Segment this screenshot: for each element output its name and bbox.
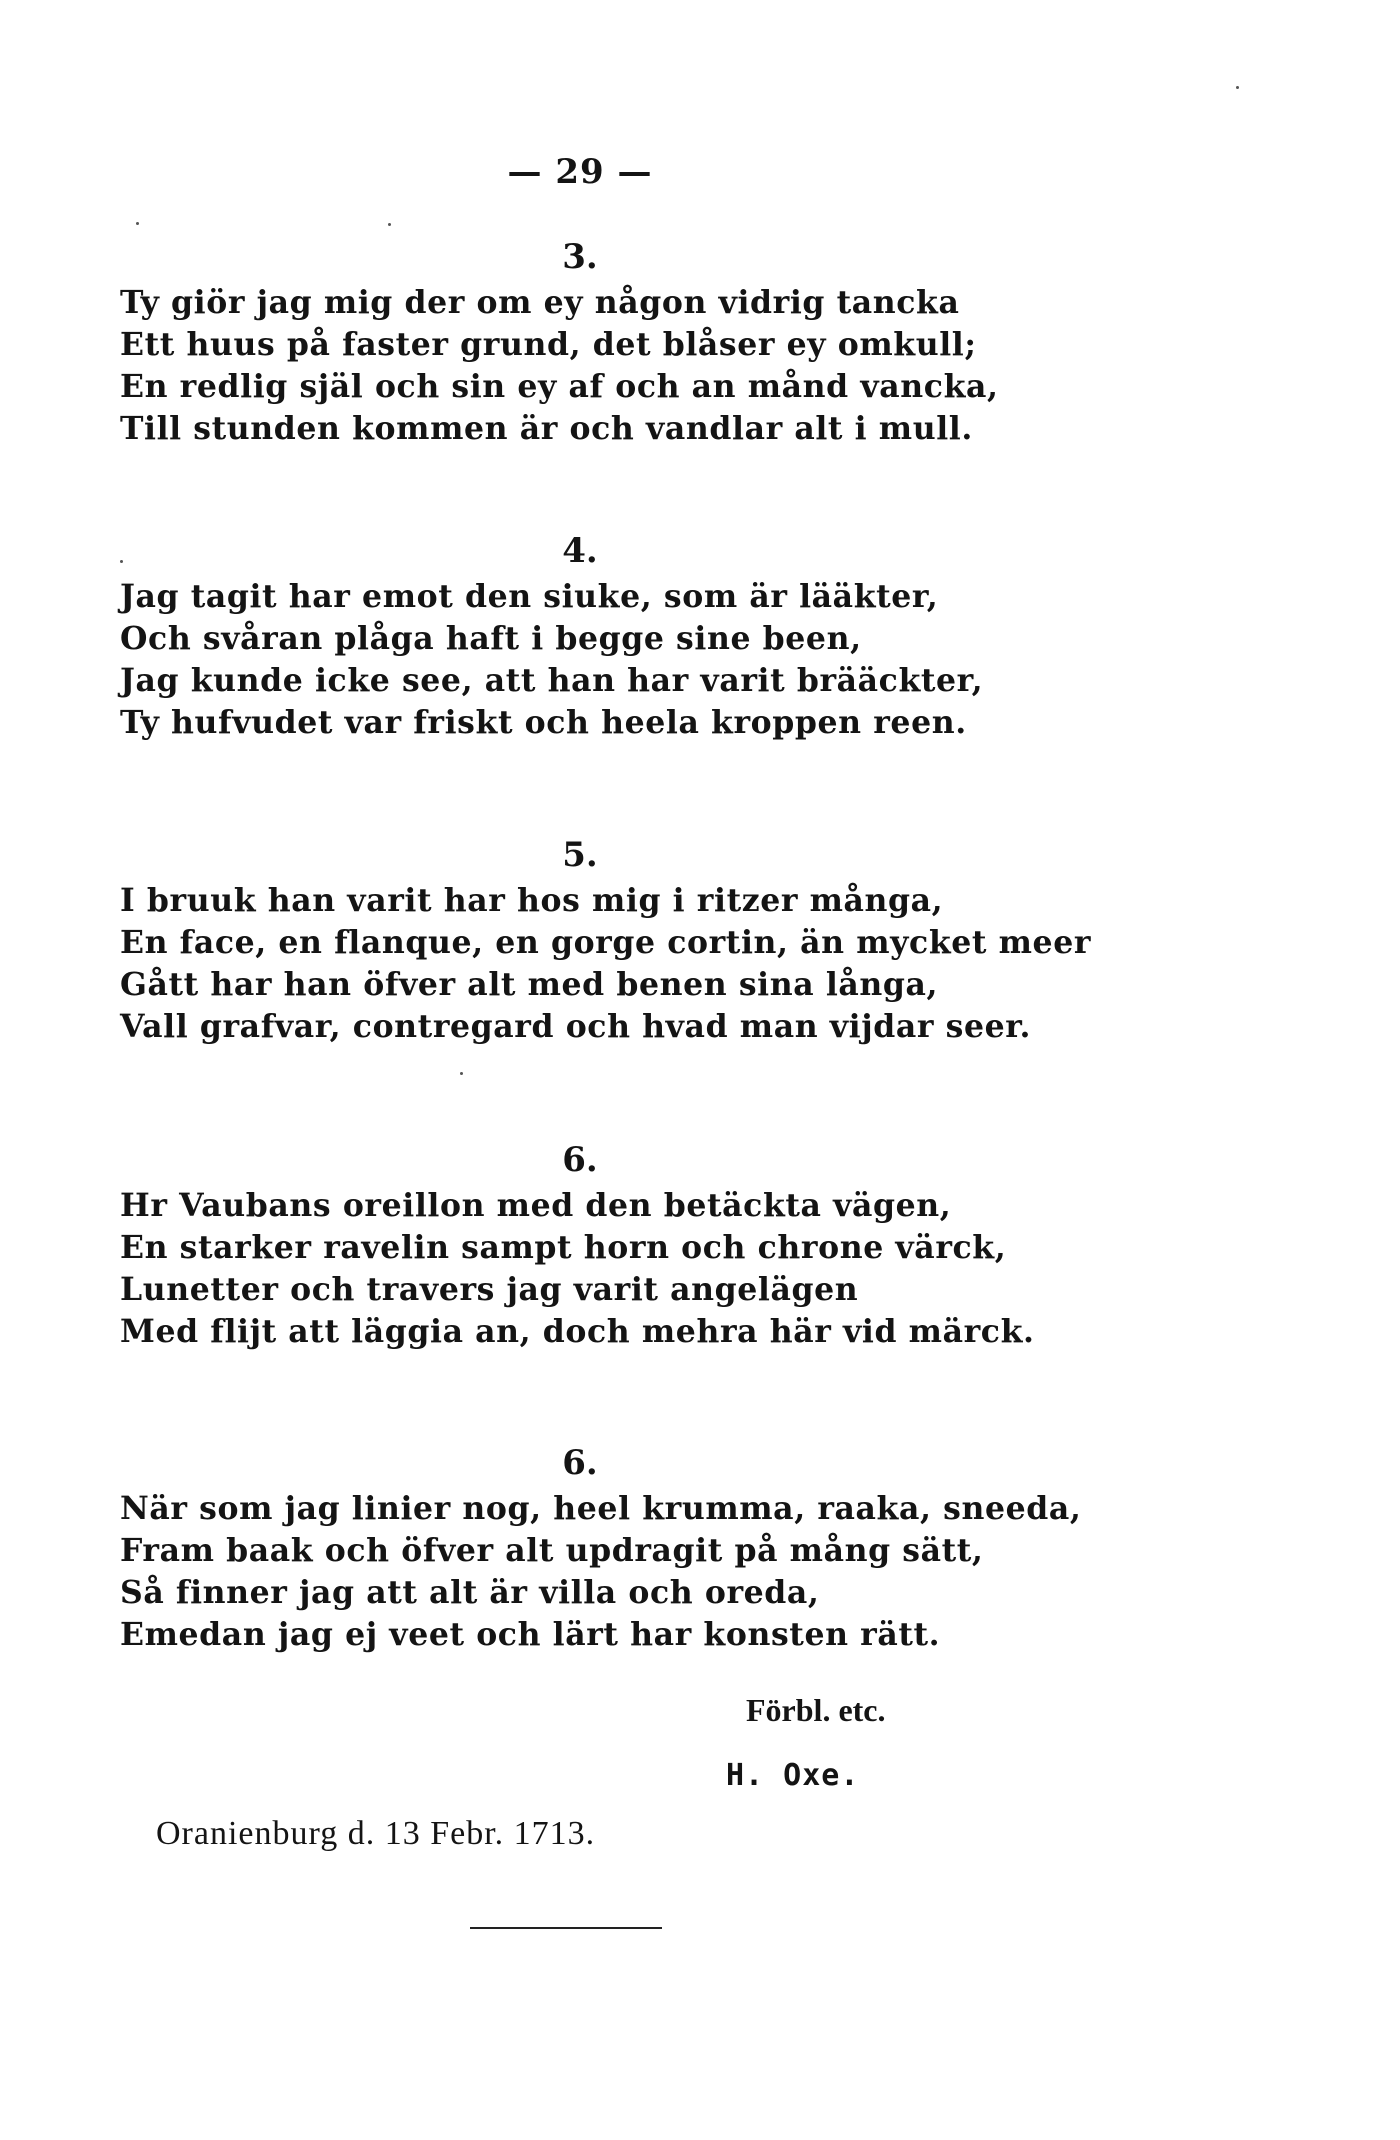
verse-line: Ty giör jag mig der om ey någon vidrig tancka [120, 284, 960, 321]
print-speck [1236, 86, 1239, 89]
print-speck [120, 560, 123, 563]
print-speck [388, 223, 391, 226]
verse-line: Så finner jag att alt är villa och oreda, [120, 1574, 820, 1611]
verse-line: Gått har han öfver alt med benen sina långa, [120, 966, 939, 1003]
verse-line: Jag kunde icke see, att han har varit brääckter, [120, 662, 984, 699]
verse-line: I bruuk han varit har hos mig i ritzer många, [120, 882, 944, 919]
stanza-number: 6. [562, 1140, 598, 1180]
stanza-number: 6. [562, 1443, 598, 1483]
verse-line: Ett huus på faster grund, det blåser ey omkull; [120, 326, 977, 363]
verse-line: En face, en flanque, en gorge cortin, än mycket meer [120, 924, 1092, 961]
verse-line: Jag tagit har emot den siuke, som är lääkter, [120, 578, 939, 615]
verse-line: Med flijt att läggia an, doch mehra här vid märck. [120, 1313, 1035, 1350]
verse-line: Till stunden kommen är och vandlar alt i mull. [120, 410, 973, 447]
stanza [120, 1135, 1120, 1353]
end-rule [470, 1927, 662, 1929]
verse-line: Ty hufvudet var friskt och heela kroppen reen. [120, 704, 967, 741]
print-speck [136, 222, 139, 225]
stanza-number: 5. [562, 835, 598, 875]
verse-line: När som jag linier nog, heel krumma, raaka, sneeda, [120, 1490, 1082, 1527]
stanza-number: 4. [562, 531, 598, 571]
page-number: — 29 — [507, 152, 653, 192]
verse-line: En starker ravelin sampt horn och chrone värck, [120, 1229, 1007, 1266]
stanza [120, 1438, 1120, 1656]
verse-line: Och svåran plåga haft i begge sine been, [120, 620, 862, 657]
verse-line: Emedan jag ej veet och lärt har konsten rätt. [120, 1616, 941, 1653]
verse-line: Vall grafvar, contregard och hvad man vijdar seer. [120, 1008, 1032, 1045]
stanza-number: 3. [562, 237, 598, 277]
verse-line: En redlig själ och sin ey af och an månd vancka, [120, 368, 999, 405]
dateline: Oranienburg d. 13 Febr. 1713. [156, 1815, 596, 1852]
closing-formula: Förbl. etc. [746, 1692, 886, 1728]
print-speck [460, 1072, 463, 1075]
signature: H. Oxe. [726, 1758, 860, 1793]
verse-line: Lunetter och travers jag varit angelägen [120, 1271, 859, 1308]
stanza [120, 232, 1120, 450]
stanza [120, 526, 1120, 744]
verse-line: Fram baak och öfver alt updragit på mång sätt, [120, 1532, 984, 1569]
verse-line: Hr Vaubans oreillon med den betäckta vägen, [120, 1187, 952, 1224]
stanza [120, 830, 1120, 1048]
